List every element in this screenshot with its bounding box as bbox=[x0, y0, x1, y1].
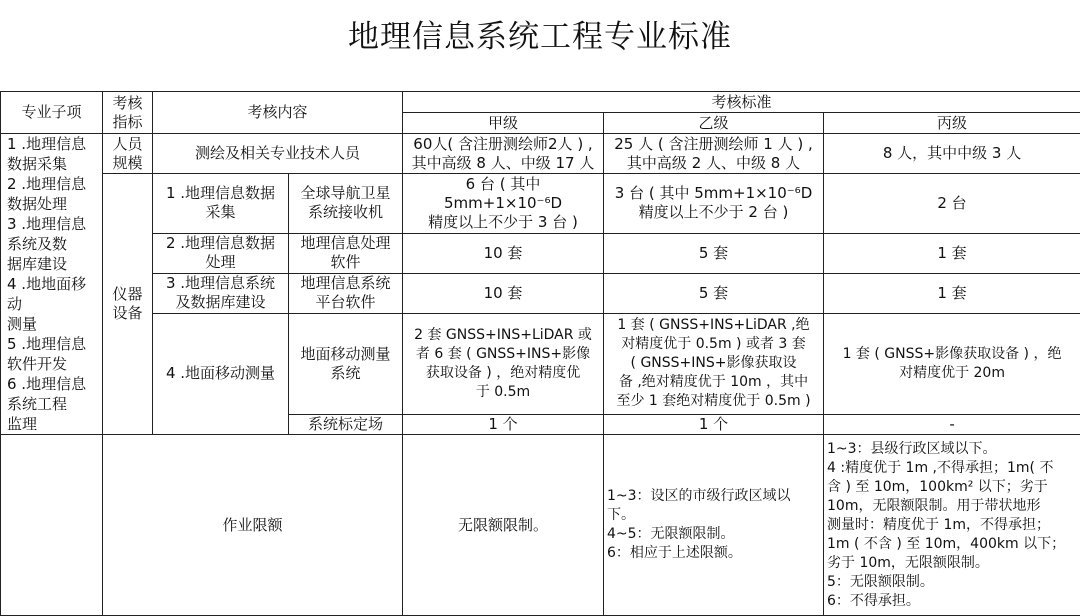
equipment-grade-a: 1 个 bbox=[403, 415, 604, 435]
equipment-grade-c: 1 套 ( GNSS+影像获取设备 ) ，绝 对精度优于 20m bbox=[824, 313, 1080, 415]
equipment-name: 地理信息系统 平台软件 bbox=[289, 273, 403, 313]
equipment-grade-b: 3 台 ( 其中 5mm+1×10⁻⁶D 精度以上不少于 2 台 ) bbox=[604, 174, 824, 234]
equipment-indicator: 仪器 设备 bbox=[103, 174, 153, 435]
header-subject: 专业子项 bbox=[1, 92, 103, 134]
quota-blank bbox=[1, 435, 103, 616]
header-indicator: 考核 指标 bbox=[103, 92, 153, 134]
equipment-grade-c: 2 台 bbox=[824, 174, 1080, 234]
page-title: 地理信息系统工程专业标准 bbox=[348, 19, 732, 55]
equipment-name: 系统标定场 bbox=[289, 415, 403, 435]
equipment-name: 地理信息处理 软件 bbox=[289, 233, 403, 273]
equipment-grade-a: 2 套 GNSS+INS+LiDAR 或 者 6 套 ( GNSS+INS+影像 获取设备 ) ，绝对精度优 于 0.5m bbox=[403, 313, 604, 415]
personnel-grade-a: 60人( 含注册测绘师2人 ) , 其中高级 8 人、中级 17 人 bbox=[403, 134, 604, 174]
equipment-item: 3 .地理信息系统 及数据库建设 bbox=[153, 273, 289, 313]
personnel-grade-b: 25 人 ( 含注册测绘师 1 人 ) , 其中高级 2 人、中级 8 人 bbox=[604, 134, 824, 174]
equipment-grade-a: 10 套 bbox=[403, 233, 604, 273]
equipment-grade-b: 5 套 bbox=[604, 273, 824, 313]
equipment-grade-b: 1 个 bbox=[604, 415, 824, 435]
header-grade-c: 丙级 bbox=[824, 113, 1080, 134]
quota-grade-b: 1~3：设区的市级行政区域以 下。 4~5：无限额限制。 6：相应于上述限额。 bbox=[604, 435, 824, 616]
subject-list: 1 .地理信息 数据采集 2 .地理信息 数据处理 3 .地理信息 系统及数 据库建设 4 .地地面移动 测量 5 .地理信息 软件开发 6 .地理信息 系统工程 监理 bbox=[1, 134, 103, 435]
equipment-grade-a: 6 台 ( 其中 5mm+1×10⁻⁶D 精度以上不少于 3 台 ) bbox=[403, 174, 604, 234]
equipment-grade-b: 5 套 bbox=[604, 233, 824, 273]
personnel-grade-c: 8 人，其中中级 3 人 bbox=[824, 134, 1080, 174]
equipment-item: 1 .地理信息数据 采集 bbox=[153, 174, 289, 234]
equipment-name: 地面移动测量 系统 bbox=[289, 313, 403, 415]
equipment-grade-b: 1 套 ( GNSS+INS+LiDAR ,绝 对精度优于 0.5m ) 或者 3 套 ( GNSS+INS+影像获取设 备 ,绝对精度优于 10m ，其中 至少 1 套绝对精度优于 0.5m ) bbox=[604, 313, 824, 415]
quota-content: 作业限额 bbox=[103, 435, 403, 616]
standards-table bbox=[0, 91, 1080, 616]
quota-grade-c: 1~3：县级行政区域以下。 4 :精度优于 1m ,不得承担；1m( 不 含 ) 至 10m，100km² 以下；劣于 10m，无限额限制。用于带状地形 测量时：精度优于 1m，不得承担； 1m ( 不含 ) 至 10m，400km 以下； 劣于 10m，无限额限制。 5：无限额限制。 6：不得承担。 bbox=[824, 435, 1080, 616]
header-grade-b: 乙级 bbox=[604, 113, 824, 134]
equipment-item: 4 .地面移动测量 bbox=[153, 313, 289, 435]
equipment-name: 全球导航卫星 系统接收机 bbox=[289, 174, 403, 234]
header-content: 考核内容 bbox=[153, 92, 403, 134]
personnel-content: 测绘及相关专业技术人员 bbox=[153, 134, 403, 174]
equipment-grade-c: - bbox=[824, 415, 1080, 435]
header-grade-a: 甲级 bbox=[403, 113, 604, 134]
equipment-grade-c: 1 套 bbox=[824, 233, 1080, 273]
header-standard: 考核标准 bbox=[403, 92, 1080, 113]
equipment-item: 2 .地理信息数据 处理 bbox=[153, 233, 289, 273]
equipment-grade-a: 10 套 bbox=[403, 273, 604, 313]
equipment-grade-c: 1 套 bbox=[824, 273, 1080, 313]
quota-grade-a: 无限额限制。 bbox=[403, 435, 604, 616]
personnel-indicator: 人员 规模 bbox=[103, 134, 153, 174]
